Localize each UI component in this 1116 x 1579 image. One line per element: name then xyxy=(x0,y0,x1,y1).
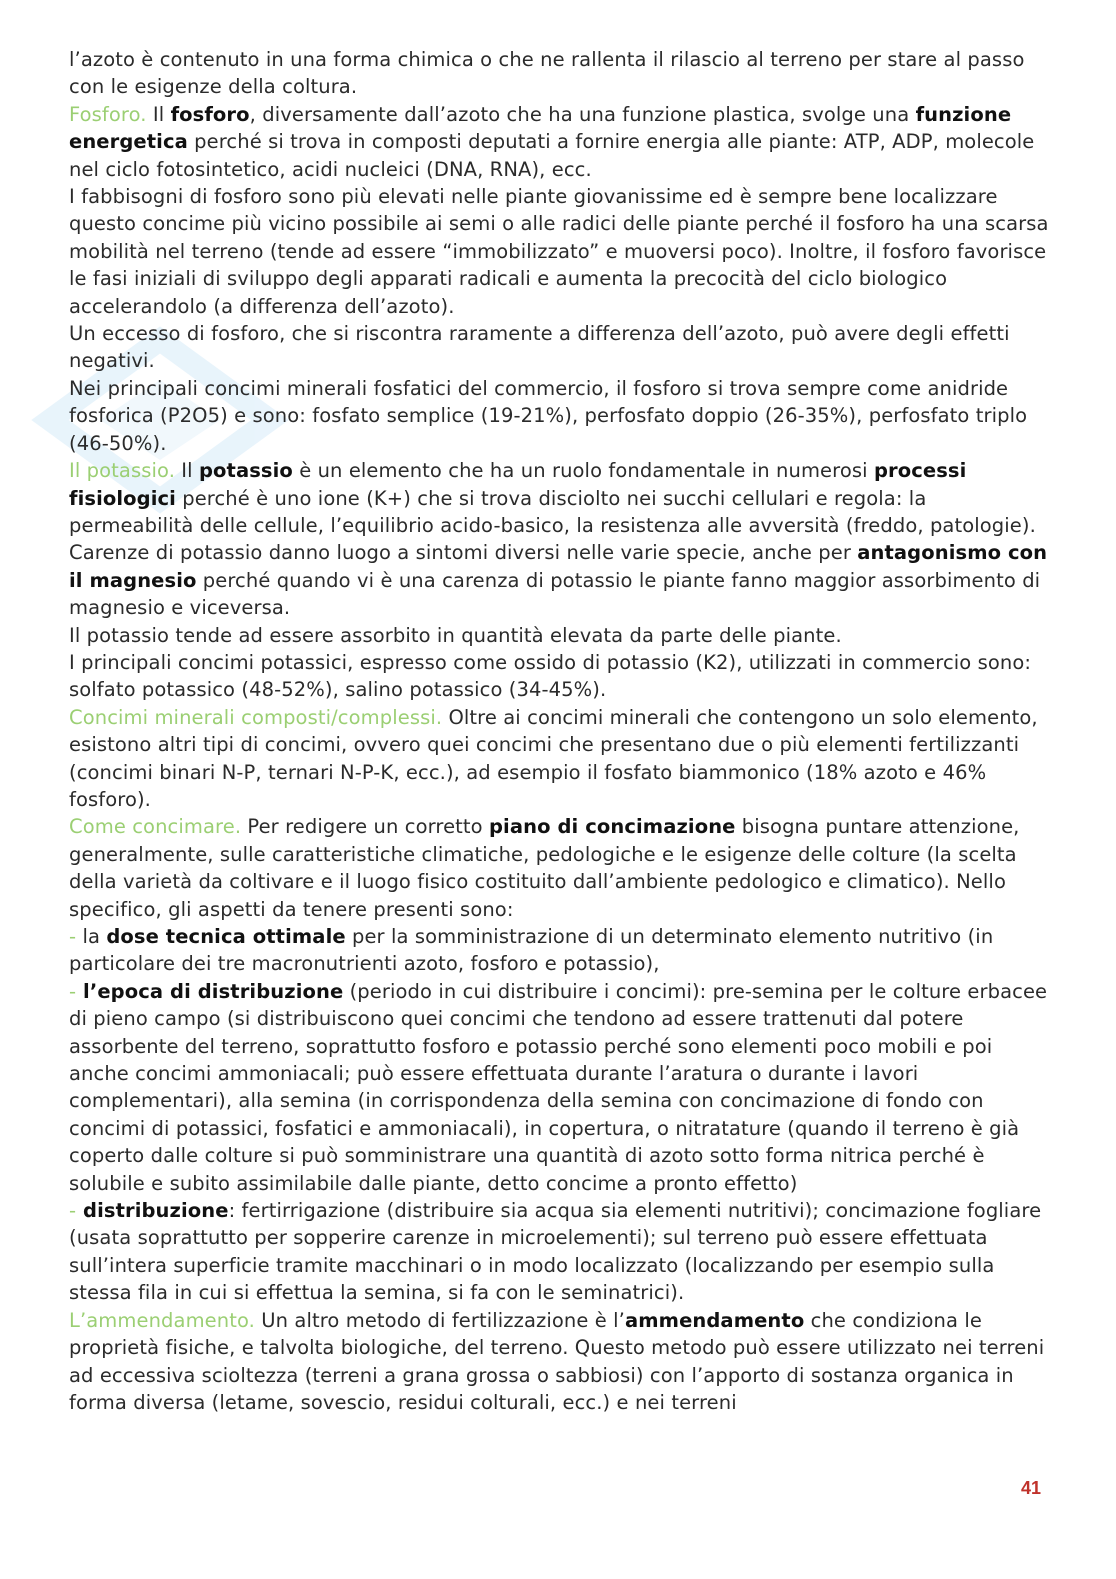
composti-heading: Concimi minerali composti/complessi. xyxy=(69,705,443,729)
page-body xyxy=(69,46,1054,1416)
fosforo-eccesso-paragraph: Un eccesso di fosforo, che si riscontra raramente a differenza dell’azoto, può avere degli effetti negativi. xyxy=(69,322,1010,373)
potassio-paragraph: Il potassio. Il potassio è un elemento che ha un ruolo fondamentale in numerosi processi fisiologici perché è uno ione (K+) che si trova disciolto nei succhi cellulari e regola: la permeabilità delle cellule, l’equilibrio acido-basico, la resistenza alle avversità (freddo, patologie). xyxy=(69,459,1036,537)
ammendamento-paragraph: L’ammendamento. Un altro metodo di fertilizzazione è l’ammendamento che condiziona le proprietà fisiche, e talvolta biologiche, del terreno. Questo metodo può essere utilizzato nei terreni ad eccessiva scioltezza (terreni a grana grossa o sabbiosi) con l’apporto di sostanza organica in forma diversa (letame, sovescio, residui colturali, ecc.) e nei terreni xyxy=(69,1308,1045,1414)
composti-paragraph: Concimi minerali composti/complessi. Oltre ai concimi minerali che contengono un solo elemento, esistono altri tipi di concimi, ovvero quei concimi che presentano due o più elementi fertilizzanti (concimi binari N-P, ternari N-P-K, ecc.), ad esempio il fosfato biammonico (18% azoto e 46% fosforo). xyxy=(69,705,1038,811)
potassio-assorbimento-paragraph: Il potassio tende ad essere assorbito in quantità elevata da parte delle piante. xyxy=(69,623,842,647)
bullet-marker: - xyxy=(69,1199,77,1223)
bullet-distribuzione: - distribuzione: fertirrigazione (distribuire sia acqua sia elementi nutritivi); concimazione fogliare (usata soprattutto per sopperire carenze in microelementi); sul terreno può essere effettuata sull’intera superficie tramite macchinari o in modo localizzato (localizzando per esempio sulla stessa fila in cui si effettua la semina, si fa con le seminatrici). xyxy=(69,1199,1042,1305)
page-number: 41 xyxy=(1020,1478,1041,1498)
potassio-concimi-paragraph: I principali concimi potassici, espresso come ossido di potassio (K2), utilizzati in commercio sono: solfato potassico (48-52%), salino potassico (34-45%). xyxy=(69,650,1032,702)
fosforo-heading: Fosforo. xyxy=(69,102,147,126)
concimare-paragraph: Come concimare. Per redigere un corretto piano di concimazione bisogna puntare attenzione, generalmente, sulle caratteristiche climatiche, pedologiche e le esigenze delle colture (la scelta della varietà da coltivare e il luogo fisico costituito dall’ambiente pedologico e climatico). Nello specifico, gli aspetti da tenere presenti sono: xyxy=(69,815,1020,921)
bullet-dose-tecnica: - la dose tecnica ottimale per la somministrazione di un determinato elemento nutritivo (in particolare dei tre macronutrienti azoto, fosforo e potassio), xyxy=(69,925,994,976)
fosforo-fabbisogni-paragraph: I fabbisogni di fosforo sono più elevati nelle piante giovanissime ed è sempre bene localizzare questo concime più vicino possibile ai semi o alle radici delle piante perché il fosforo ha una scarsa mobilità nel terreno (tende ad essere “immobilizzato” e muoversi poco). Inoltre, il fosforo favorisce le fasi iniziali di sviluppo degli apparati radicali e aumenta la precocità del ciclo biologico accelerandolo (a differenza dell’azoto). xyxy=(69,185,1049,318)
bullet-epoca-distribuzione: - l’epoca di distribuzione (periodo in cui distribuire i concimi): pre-semina per le colture erbacee di pieno campo (si distribuiscono quei concimi che tendono ad essere trattenuti dal potere assorbente del terreno, soprattutto fosforo e potassio perché sono elementi poco mobili e poi anche concimi ammoniacali; può essere effettuata durante l’aratura o durante i lavori complementari), alla semina (in corrispondenza della semina con concimazione di fondo con concimi di potassici, fosfatici e ammoniacali), in copertura, o nitratature (quando il terreno è già coperto dalle colture si può somministrare una quantità di azoto sotto forma nitrica perché è solubile e subito assimilabile dalle piante, detto concime a pronto effetto) xyxy=(69,979,1048,1195)
intro-text: l’azoto è contenuto in una forma chimica o che ne rallenta il rilascio al terreno per stare al passo con le esigenze della coltura. xyxy=(69,48,1025,99)
potassio-carenze-paragraph: Carenze di potassio danno luogo a sintomi diversi nelle varie specie, anche per antagonismo con il magnesio perché quando vi è una carenza di potassio le piante fanno maggior assorbimento di magnesio e viceversa. xyxy=(69,541,1048,620)
fosforo-paragraph: Fosforo. Il fosforo, diversamente dall’azoto che ha una funzione plastica, svolge una funzione energetica perché si trova in composti deputati a fornire energia alle piante: ATP, ADP, molecole nel ciclo fotosintetico, acidi nucleici (DNA, RNA), ecc. xyxy=(69,102,1035,181)
intro-paragraph xyxy=(69,46,1054,101)
concimare-heading: Come concimare. xyxy=(69,815,242,839)
potassio-heading: Il potassio. xyxy=(69,459,175,483)
fosforo-concimi-paragraph: Nei principali concimi minerali fosfatici del commercio, il fosforo si trova sempre come anidride fosforica (P2O5) e sono: fosfato semplice (19-21%), perfosfato doppio (26-35%), perfosfato triplo (46-50%). xyxy=(69,376,1028,455)
ammendamento-heading: L’ammendamento. xyxy=(69,1308,255,1332)
bullet-marker: - xyxy=(69,979,77,1003)
bullet-marker: - xyxy=(69,925,77,948)
